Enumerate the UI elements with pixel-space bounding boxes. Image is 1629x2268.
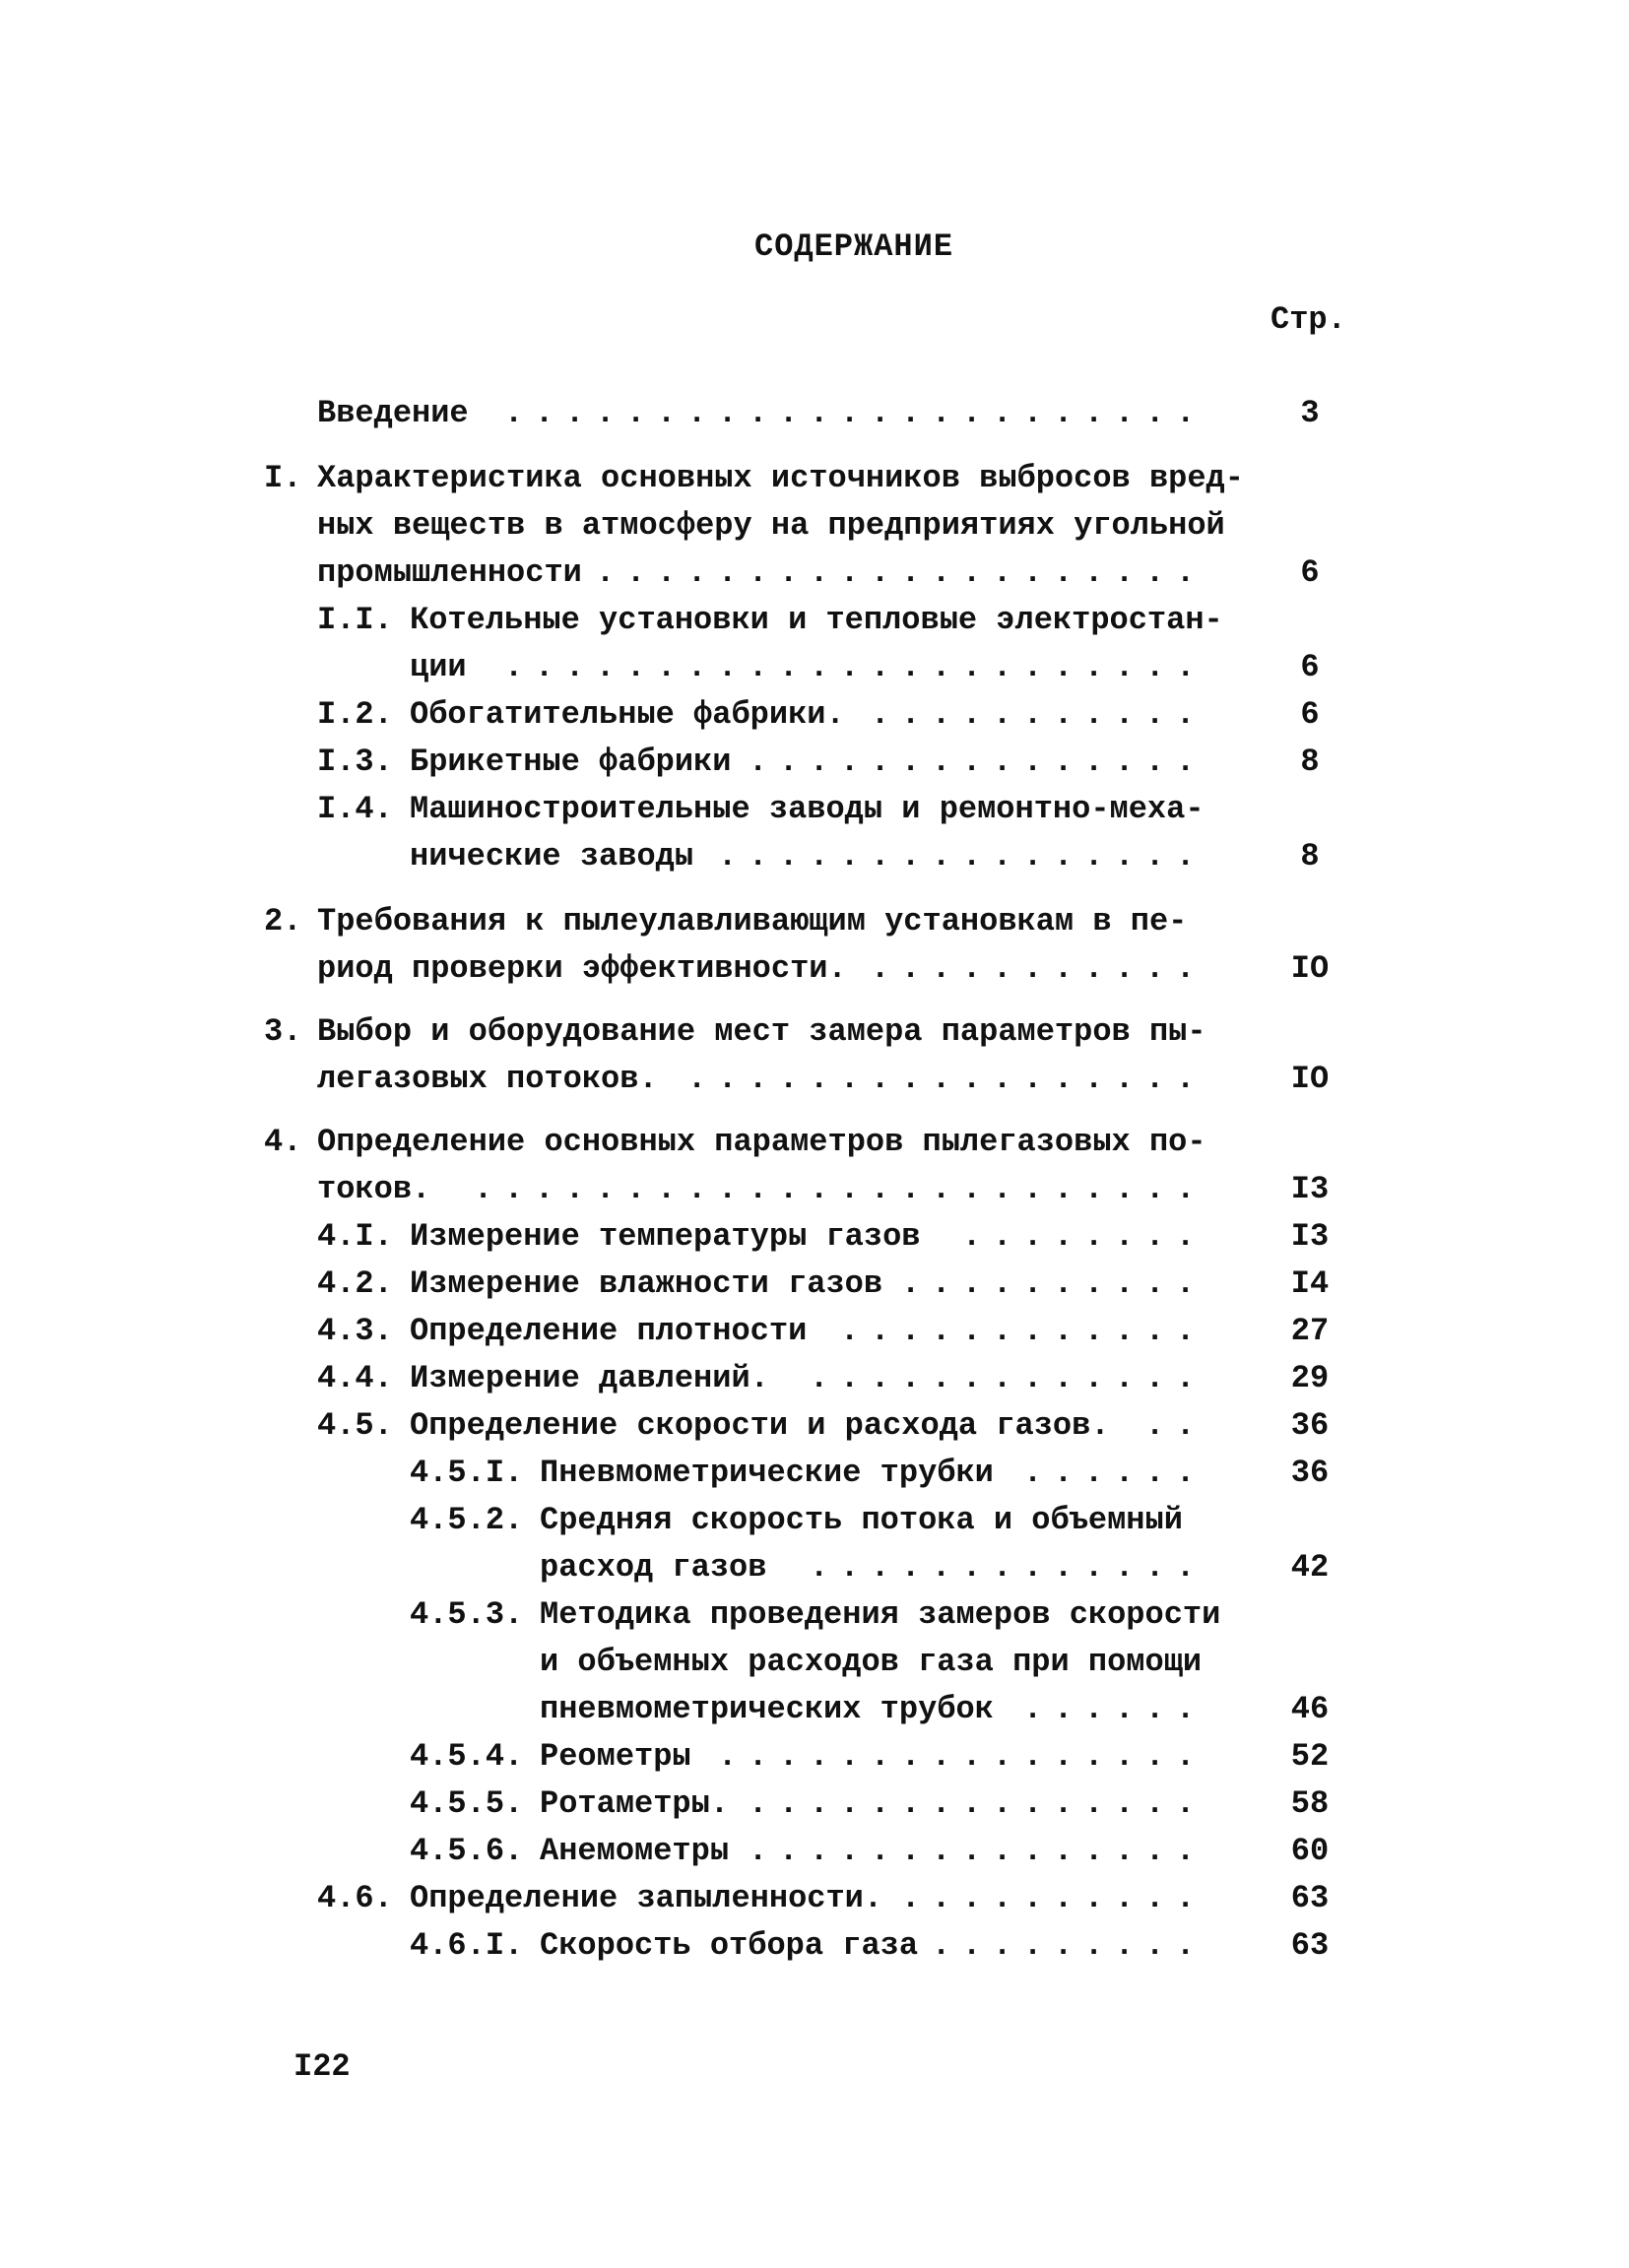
footer-page-number: I22	[293, 2048, 351, 2085]
toc-page-number: 6	[1300, 554, 1320, 591]
toc-page-number: 8	[1300, 744, 1320, 780]
toc-dot-leader: ...............	[749, 1833, 1207, 1869]
toc-entry-text: Характеристика основных источников выбросов вред-	[317, 460, 1244, 496]
toc-dot-leader: .................	[687, 1061, 1207, 1097]
toc-page-number: 52	[1290, 1738, 1330, 1775]
toc-dot-leader: .............	[810, 1360, 1207, 1396]
toc-dot-leader: .........	[932, 1927, 1207, 1964]
toc-page-number: 3	[1300, 395, 1320, 431]
toc-entry-text: Измерение влажности газов	[410, 1265, 883, 1302]
toc-entry-number: 4.5.3.	[410, 1596, 524, 1633]
toc-page-number: 27	[1290, 1313, 1330, 1349]
toc-page-number: 29	[1290, 1360, 1330, 1396]
toc-entry-number: I.I.	[317, 602, 393, 638]
toc-page-number: IO	[1290, 950, 1330, 987]
toc-dot-leader: ..	[1145, 1407, 1207, 1444]
toc-entry-text: Анемометры	[540, 1833, 730, 1869]
toc-entry-number: 3.	[264, 1013, 302, 1050]
toc-page-number: 6	[1300, 649, 1320, 685]
toc-page-number: 36	[1290, 1455, 1330, 1491]
toc-entry-text: Методика проведения замеров скорости	[540, 1596, 1221, 1633]
toc-entry-text: расход газов	[540, 1549, 767, 1586]
toc-entry-text: Определение скорости и расхода газов.	[410, 1407, 1110, 1444]
toc-entry-text: Выбор и оборудование мест замера параметров пы-	[317, 1013, 1206, 1050]
toc-page-number: 60	[1290, 1833, 1330, 1869]
toc-page-number: 63	[1290, 1880, 1330, 1916]
toc-entry-text: ных веществ в атмосферу на предприятиях угольной	[317, 507, 1225, 544]
toc-dot-leader: ........	[962, 1218, 1207, 1255]
toc-entry-number: I.	[264, 460, 302, 496]
toc-page-number: 63	[1290, 1927, 1330, 1964]
toc-dot-leader: ..........	[901, 1880, 1207, 1916]
toc-page-number: I3	[1290, 1171, 1330, 1207]
toc-entry-text: Пневмометрические трубки	[540, 1455, 994, 1491]
toc-entry-text: Ротаметры.	[540, 1785, 730, 1822]
toc-dot-leader: ...............	[749, 744, 1207, 780]
toc-entry-text: Средняя скорость потока и объемный	[540, 1502, 1183, 1538]
toc-entry-number: 4.3.	[317, 1313, 393, 1349]
toc-entry-text: Реометры	[540, 1738, 691, 1775]
toc-entry-text: Обогатительные фабрики.	[410, 696, 845, 733]
toc-page-number: I3	[1290, 1218, 1330, 1255]
toc-entry-text: и объемных расходов газа при помощи	[540, 1644, 1203, 1680]
toc-entry-text: Определение плотности	[410, 1313, 808, 1349]
toc-entry-text: Требования к пылеулавливающим установкам в пе-	[317, 903, 1188, 940]
toc-entry-number: 4.5.	[317, 1407, 393, 1444]
toc-page-number: 58	[1290, 1785, 1330, 1822]
toc-dot-leader: .............	[810, 1549, 1207, 1586]
toc-dot-leader: ..........	[901, 1265, 1207, 1302]
toc-page-number: 46	[1290, 1691, 1330, 1727]
toc-entry-text: токов.	[317, 1171, 431, 1207]
toc-entry-number: 2.	[264, 903, 302, 940]
toc-dot-leader: ....................	[596, 554, 1207, 591]
toc-entry-text: риод проверки эффективности.	[317, 950, 847, 987]
toc-entry-number: 4.5.I.	[410, 1455, 524, 1491]
toc-entry-number: 4.I.	[317, 1218, 393, 1255]
toc-page-number: 6	[1300, 696, 1320, 733]
toc-entry-number: 4.6.	[317, 1880, 393, 1916]
toc-entry-text: Котельные установки и тепловые электростан-	[410, 602, 1223, 638]
toc-entry-number: I.2.	[317, 696, 393, 733]
toc-entry-number: I.3.	[317, 744, 393, 780]
toc-dot-leader: ......	[1023, 1455, 1207, 1491]
toc-entry-text: промышленности	[317, 554, 582, 591]
toc-entry-number: 4.2.	[317, 1265, 393, 1302]
toc-entry-text: Скорость отбора газа	[540, 1927, 919, 1964]
toc-entry-number: 4.4.	[317, 1360, 393, 1396]
page-column-label: Стр.	[1271, 301, 1346, 338]
toc-entry-number: 4.6.I.	[410, 1927, 524, 1964]
toc-entry-number: 4.5.2.	[410, 1502, 524, 1538]
toc-page-number: 8	[1300, 838, 1320, 875]
toc-entry-text: Введение	[317, 395, 469, 431]
toc-entry-text: Определение основных параметров пылегазовых по-	[317, 1124, 1206, 1160]
toc-dot-leader: ...............	[749, 1785, 1207, 1822]
toc-page-number: 36	[1290, 1407, 1330, 1444]
toc-entry-text: Измерение давлений.	[410, 1360, 769, 1396]
toc-dot-leader: ...........	[871, 696, 1207, 733]
toc-page-number: IO	[1290, 1061, 1330, 1097]
toc-entry-text: Брикетные фабрики	[410, 744, 732, 780]
toc-dot-leader: ................	[718, 1738, 1207, 1775]
toc-page-number: 42	[1290, 1549, 1330, 1586]
toc-entry-text: Машиностроительные заводы и ремонтно-меха-	[410, 791, 1205, 827]
toc-page-number: I4	[1290, 1265, 1330, 1302]
toc-dot-leader: ............	[840, 1313, 1207, 1349]
toc-entry-text: пневмометрических трубок	[540, 1691, 994, 1727]
toc-dot-leader: ......	[1023, 1691, 1207, 1727]
toc-entry-number: 4.5.5.	[410, 1785, 524, 1822]
toc-entry-text: легазовых потоков.	[317, 1061, 658, 1097]
toc-dot-leader: .......................	[504, 649, 1207, 685]
toc-entry-text: ции	[410, 649, 467, 685]
toc-entry-number: 4.5.4.	[410, 1738, 524, 1775]
toc-entry-number: 4.	[264, 1124, 302, 1160]
toc-dot-leader: ................	[718, 838, 1207, 875]
toc-dot-leader: ........................	[474, 1171, 1207, 1207]
toc-entry-number: 4.5.6.	[410, 1833, 524, 1869]
page-title: СОДЕРЖАНИЕ	[753, 228, 954, 265]
toc-entry-text: нические заводы	[410, 838, 694, 875]
toc-dot-leader: .......................	[504, 395, 1207, 431]
toc-entry-text: Измерение температуры газов	[410, 1218, 921, 1255]
toc-entry-text: Определение запыленности.	[410, 1880, 883, 1916]
toc-entry-number: I.4.	[317, 791, 393, 827]
toc-dot-leader: ...........	[871, 950, 1207, 987]
